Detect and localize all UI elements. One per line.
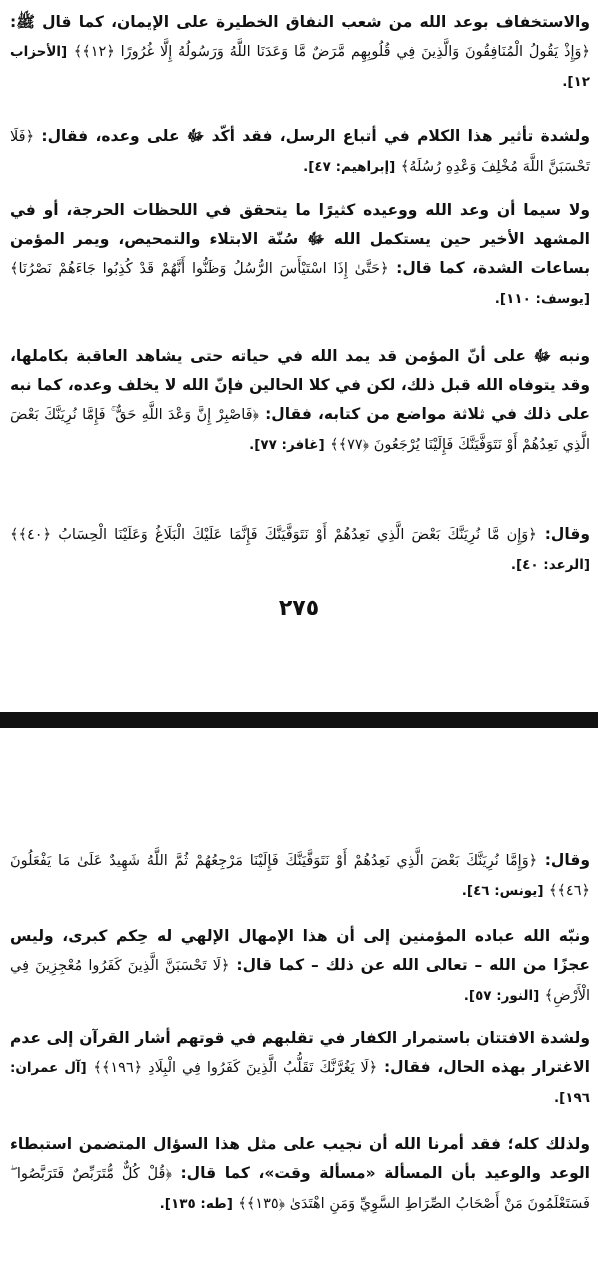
paragraph-text: ونبّه الله عباده المؤمنين إلى أن هذا الإمهال الإلهي له حِكم كبرى، وليس عجزًا من الله – تعالى الله عن ذلك – كما قال: <box>10 927 590 974</box>
verse-reference: [يوسف: ١١٠]. <box>494 291 590 307</box>
paragraph-text: ولا سيما أن وعد الله ووعيده كثيرًا ما يتحقق في اللحظات الحرجة، أو في المشهد الأخير حين يستكمل الله ﷻ سُنّة الابتلاء والتمحيص، ويمر المؤمن بساعات الشدة، كما قال: <box>10 201 591 277</box>
paragraph-text: ولشدة الافتتان باستمرار الكفار في تقلبهم في قوتهم أشار القرآن إلى عدم الاغترار بهذه الحال، فقال: <box>10 1029 590 1076</box>
verse-reference: [آل عمران: ١٩٦]. <box>10 1060 590 1106</box>
paragraph <box>10 520 590 580</box>
quran-verse: ﴿وَإِمَّا نُرِيَنَّكَ بَعْضَ الَّذِي نَعِدُهُمْ أَوْ نَتَوَفَّيَنَّكَ فَإِلَيْنَا مَرْجِعُهُمْ ثُمَّ اللَّهُ شَهِيدٌ عَلَىٰ مَا يَفْعَلُونَ ﴿٤٦﴾﴾ <box>10 853 590 899</box>
paragraph <box>10 196 590 314</box>
page-divider <box>0 712 598 728</box>
verse-reference: [الرعد: ٤٠]. <box>510 557 590 573</box>
page-number: ٢٧٥ <box>278 596 320 621</box>
paragraph <box>10 922 590 1011</box>
quran-verse: ﴿لَا يَغُرَّنَّكَ تَقَلُّبُ الَّذِينَ كَفَرُوا فِي الْبِلَادِ ﴿١٩٦﴾﴾ <box>93 1060 378 1076</box>
paragraph <box>10 342 590 460</box>
quran-verse: ﴿فَلَا تَحْسَبَنَّ اللَّهَ مُخْلِفَ وَعْدِهِ رُسُلَهُ﴾ <box>10 129 590 175</box>
paragraph <box>10 122 590 182</box>
paragraph-text: وقال: <box>544 851 590 869</box>
quran-verse: ﴿وَإِن مَّا نُرِيَنَّكَ بَعْضَ الَّذِي نَعِدُهُمْ أَوْ نَتَوَفَّيَنَّكَ فَإِنَّمَا عَلَيْكَ الْبَلَاغُ وَعَلَيْنَا الْحِسَابُ ﴿٤٠﴾﴾ <box>10 527 537 543</box>
paragraph-text: ولشدة تأثير هذا الكلام في أتباع الرسل، فقد أكّد ﷻ على وعده، فقال: <box>41 127 590 145</box>
paragraph <box>10 8 590 97</box>
paragraph-text: والاستخفاف بوعد الله من شعب النفاق الخطيرة على الإيمان، كما قال ﷺ: <box>10 13 590 31</box>
quran-verse: ﴿لَا تَحْسَبَنَّ الَّذِينَ كَفَرُوا مُعْجِزِينَ فِي الْأَرْضِ﴾ <box>10 958 590 1004</box>
quran-verse: ﴿قُلْ كُلٌّ مُّتَرَبِّصٌ فَتَرَبَّصُوا ۖ فَسَتَعْلَمُونَ مَنْ أَصْحَابُ الصِّرَاطِ السَّوِيِّ وَمَنِ اهْتَدَىٰ ﴿١٣٥﴾﴾ <box>10 1166 590 1212</box>
quran-verse: ﴿وَإِذْ يَقُولُ الْمُنَافِقُونَ وَالَّذِينَ فِي قُلُوبِهِم مَّرَضٌ مَّا وَعَدَنَا اللَّهُ وَرَسُولُهُ إِلَّا غُرُورًا ﴿١٢﴾﴾ <box>73 44 590 60</box>
verse-reference: [طه: ١٣٥]. <box>159 1196 233 1212</box>
verse-reference: [غافر: ٧٧]. <box>249 437 325 453</box>
book-page-bottom <box>0 752 598 1280</box>
verse-reference: [النور: ٥٧]. <box>463 988 540 1004</box>
paragraph-text: ولذلك كله؛ فقد أمرنا الله أن نجيب على مثل هذا السؤال المتضمن استبطاء الوعد والوعيد بأن المسألة «مسألة وقت»، كما قال: <box>10 1135 590 1182</box>
paragraph-text: وقال: <box>544 525 590 543</box>
paragraph <box>10 1024 590 1113</box>
quran-verse: ﴿فَاصْبِرْ إِنَّ وَعْدَ اللَّهِ حَقٌّ ۚ فَإِمَّا نُرِيَنَّكَ بَعْضَ الَّذِي نَعِدُهُمْ أَوْ نَتَوَفَّيَنَّكَ فَإِلَيْنَا يُرْجَعُونَ ﴿٧٧﴾﴾ <box>10 407 590 453</box>
verse-reference: [إبراهيم: ٤٧]. <box>303 159 396 175</box>
paragraph-text: ونبه ﷻ على أنّ المؤمن قد يمد الله في حياته حتى يشاهد العاقبة بكاملها، وقد يتوفاه الله قبل ذلك، لكن في كلا الحالين فإنّ الله لا يخلف وعده، كما نبه على ذلك في ثلاثة مواضع من كتابه، فقال: <box>10 347 590 423</box>
paragraph <box>10 846 590 906</box>
paragraph <box>10 1130 590 1219</box>
verse-reference: [يونس: ٤٦]. <box>461 883 544 899</box>
verse-reference: [الأحزاب ١٢]. <box>10 44 590 90</box>
quran-verse: ﴿حَتَّىٰ إِذَا اسْتَيْأَسَ الرُّسُلُ وَظَنُّوا أَنَّهُمْ قَدْ كُذِبُوا جَاءَهُمْ نَصْرُنَا﴾ <box>10 261 389 277</box>
